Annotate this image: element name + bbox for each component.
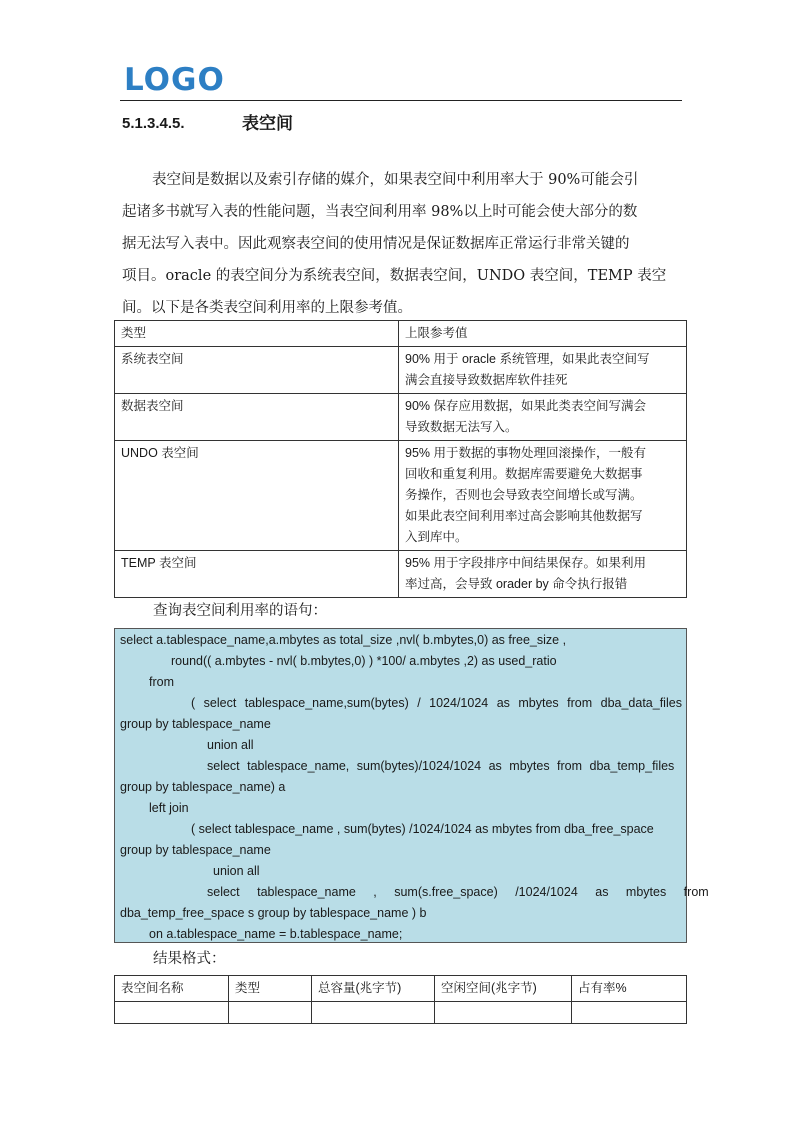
header-tablespace-name: 表空间名称 bbox=[115, 976, 229, 1002]
table-row bbox=[115, 1002, 687, 1024]
sql-code-block bbox=[114, 628, 709, 943]
cell-line: 务操作，否则也会导致表空间增长或写满。 bbox=[405, 488, 643, 502]
table-header-row bbox=[115, 976, 687, 1002]
table-row bbox=[115, 441, 687, 551]
empty-cell bbox=[312, 1002, 435, 1024]
header-divider bbox=[120, 100, 682, 101]
sql-line: round(( a.mbytes - nvl( b.mbytes,0) ) *100/ a.mbytes ,2) as used_ratio bbox=[171, 654, 557, 668]
cell-line: 率过高，会导致 orader by 命令执行报错 bbox=[405, 577, 628, 591]
intro-line: 表空间是数据以及索引存储的媒介，如果表空间中利用率大于 90%可能会引 bbox=[152, 172, 639, 188]
table-row bbox=[115, 394, 687, 441]
sql-line: dba_temp_free_space s group by tablespace_name ) b bbox=[120, 906, 427, 920]
header-total-size: 总容量(兆字节) bbox=[312, 976, 435, 1002]
header-type: 类型 bbox=[229, 976, 312, 1002]
cell-line: 90% 保存应用数据，如果此类表空间写满会 bbox=[405, 399, 646, 413]
cell-type: UNDO 表空间 bbox=[115, 441, 399, 551]
cell-line: 95% 用于数据的事物处理回滚操作，一般有 bbox=[405, 446, 646, 460]
empty-cell bbox=[435, 1002, 572, 1024]
header-free-space: 空闲空间(兆字节) bbox=[435, 976, 572, 1002]
result-caption: 结果格式： bbox=[153, 951, 226, 967]
table-row bbox=[115, 551, 687, 598]
cell-limit bbox=[399, 551, 687, 598]
cell-line: 满会直接导致数据库软件挂死 bbox=[405, 373, 568, 387]
cell-limit bbox=[399, 347, 687, 394]
cell-line: 导致数据无法写入。 bbox=[405, 420, 518, 434]
header-type: 类型 bbox=[115, 321, 399, 347]
cell-line: 入到库中。 bbox=[405, 530, 468, 544]
sql-line: select tablespace_name, sum(bytes)/1024/1024 as mbytes from dba_temp_files bbox=[207, 759, 675, 773]
cell-type: 系统表空间 bbox=[115, 347, 399, 394]
sql-line: select tablespace_name , sum(s.free_space) /1024/1024 as mbytes from bbox=[207, 885, 709, 899]
intro-paragraph bbox=[122, 164, 684, 324]
intro-line: 项目。oracle 的表空间分为系统表空间，数据表空间，UNDO 表空间，TEMP 表空 bbox=[122, 268, 667, 284]
table-header-row bbox=[115, 321, 687, 347]
tablespace-limits-table bbox=[114, 320, 687, 598]
sql-line: union all bbox=[213, 864, 260, 878]
sql-line: group by tablespace_name bbox=[120, 717, 271, 731]
section-number: 5.1.3.4.5. bbox=[122, 115, 185, 132]
header-usage: 占有率% bbox=[572, 976, 687, 1002]
cell-type: 数据表空间 bbox=[115, 394, 399, 441]
sql-line: on a.tablespace_name = b.tablespace_name; bbox=[149, 927, 403, 941]
intro-line: 间。以下是各类表空间利用率的上限参考值。 bbox=[122, 300, 412, 316]
table-row bbox=[115, 347, 687, 394]
sql-line: ( select tablespace_name , sum(bytes) /1024/1024 as mbytes from dba_free_space bbox=[191, 822, 654, 836]
empty-cell bbox=[229, 1002, 312, 1024]
cell-type: TEMP 表空间 bbox=[115, 551, 399, 598]
intro-line: 起诸多书就写入表的性能问题，当表空间利用率 98%以上时可能会使大部分的数 bbox=[122, 204, 638, 220]
empty-cell bbox=[115, 1002, 229, 1024]
sql-line: left join bbox=[149, 801, 189, 815]
sql-line: union all bbox=[207, 738, 254, 752]
sql-line: group by tablespace_name bbox=[120, 843, 271, 857]
logo: LOGO bbox=[124, 62, 225, 98]
sql-line: group by tablespace_name) a bbox=[120, 780, 286, 794]
result-format-table bbox=[114, 975, 687, 1024]
cell-line: 回收和重复利用。数据库需要避免大数据事 bbox=[405, 467, 643, 481]
query-caption: 查询表空间利用率的语句： bbox=[153, 603, 327, 619]
sql-line: from bbox=[149, 675, 174, 689]
cell-limit bbox=[399, 441, 687, 551]
cell-line: 如果此表空间利用率过高会影响其他数据写 bbox=[405, 509, 643, 523]
header-limit: 上限参考值 bbox=[399, 321, 687, 347]
sql-line: ( select tablespace_name,sum(bytes) / 1024/1024 as mbytes from dba_data_files bbox=[191, 696, 682, 710]
cell-limit bbox=[399, 394, 687, 441]
cell-line: 95% 用于字段排序中间结果保存。如果利用 bbox=[405, 556, 646, 570]
empty-cell bbox=[572, 1002, 687, 1024]
sql-line: select a.tablespace_name,a.mbytes as total_size ,nvl( b.mbytes,0) as free_size , bbox=[120, 633, 567, 647]
cell-line: 90% 用于 oracle 系统管理，如果此表空间写 bbox=[405, 352, 650, 366]
intro-line: 据无法写入表中。因此观察表空间的使用情况是保证数据库正常运行非常关键的 bbox=[122, 236, 630, 252]
section-title: 表空间 bbox=[242, 114, 293, 134]
